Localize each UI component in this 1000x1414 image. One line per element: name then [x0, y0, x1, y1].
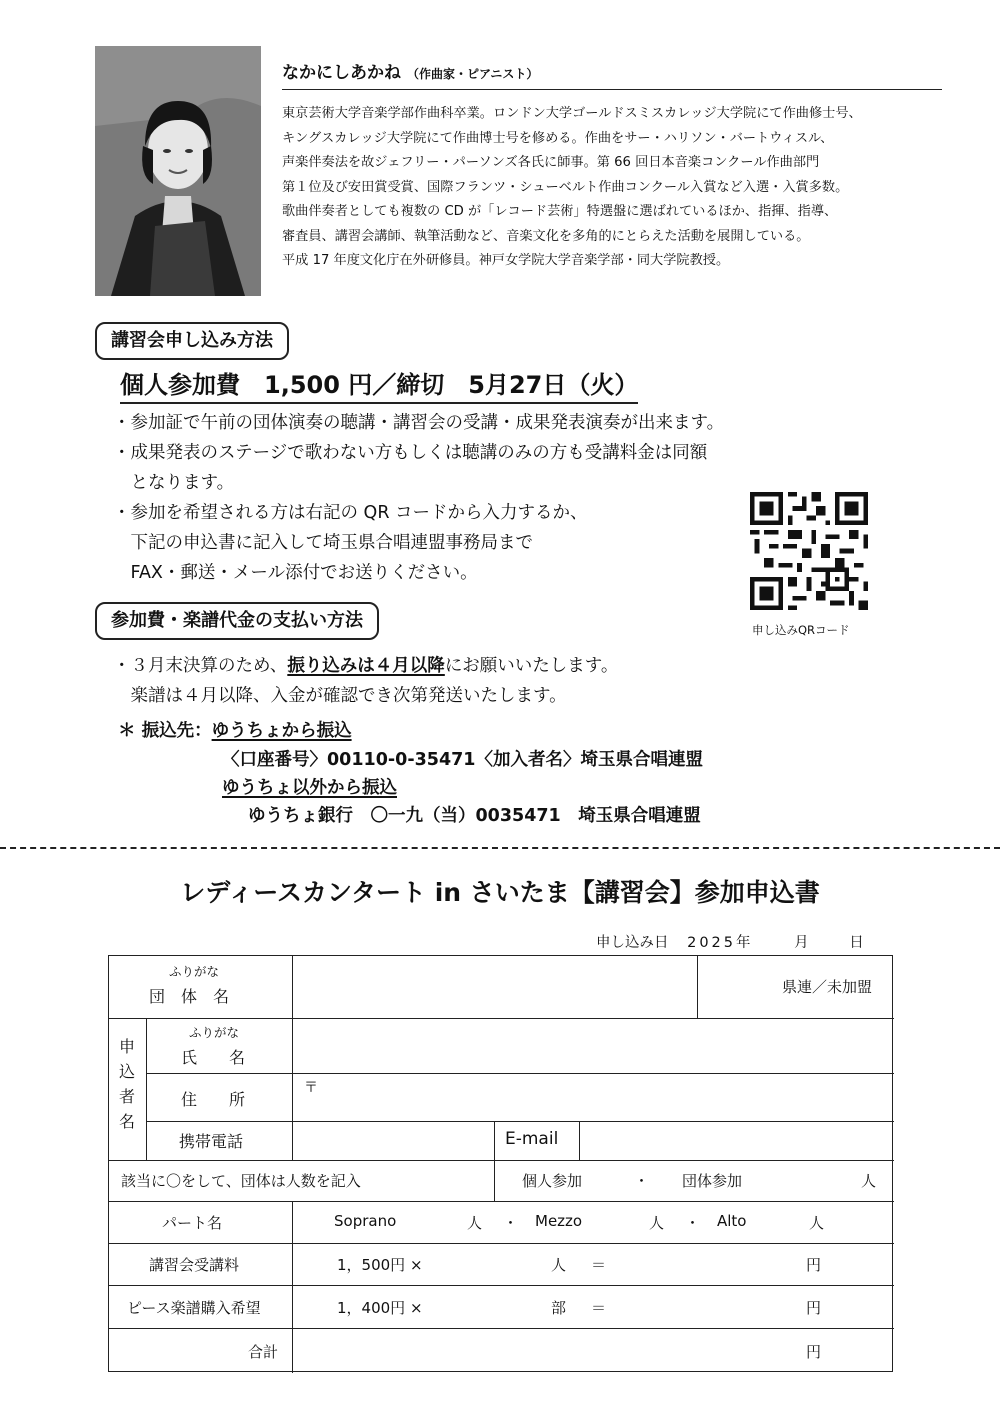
col-divider: [697, 956, 698, 1018]
apply-date-month: 月: [794, 935, 809, 951]
instruction-label: 該当に〇をして、団体は人数を記入: [121, 1172, 361, 1190]
furigana2-label: ふりがな: [189, 1025, 240, 1040]
form-title: レディースカンタート in さいたま【講習会】参加申込書: [180, 878, 820, 907]
score-yen: 円: [806, 1299, 822, 1317]
score-copies-unit: 部: [551, 1299, 567, 1317]
soprano-unit: 人: [467, 1214, 483, 1232]
apply-date: [596, 931, 864, 952]
soprano-label: Soprano: [334, 1212, 397, 1230]
col-divider: [292, 956, 293, 1018]
yucho-account: 〈口座番号〉00110-0-35471〈加入者名〉埼玉県合唱連盟: [222, 750, 703, 770]
row-divider: [109, 1328, 894, 1329]
option-separator: ・: [634, 1172, 650, 1190]
profile-role: （作曲家・ピアニスト）: [407, 67, 539, 81]
person-name-field[interactable]: [294, 1020, 892, 1072]
address-field[interactable]: [294, 1075, 892, 1120]
bullet-line: 下記の申込書に記入して埼玉県合唱連盟事務局まで: [113, 533, 533, 553]
payment-line-1-pre: ・３月末決算のため、: [113, 656, 288, 676]
lesson-price: 1，500円 ×: [337, 1256, 423, 1274]
yucho-heading: ゆうちょから振込: [211, 721, 352, 741]
bullet-line: となります。: [113, 473, 235, 493]
score-price: 1，400円 ×: [337, 1299, 423, 1317]
mezzo-label: Mezzo: [535, 1212, 583, 1230]
col-divider: [494, 1121, 495, 1160]
bio-line: 東京芸術大学音楽学部作曲科卒業。ロンドン大学ゴールドスミスカレッジ大学院にて作曲修士号、: [282, 106, 862, 121]
row-divider: [109, 1018, 894, 1019]
payment-line-1-underlined: 振り込みは４月以降: [287, 656, 445, 676]
col-divider: [292, 1201, 293, 1373]
application-bullets: [113, 408, 724, 588]
bullet-line: ・参加証で午前の団体演奏の聴講・講習会の受講・成果発表演奏が出来ます。: [113, 413, 725, 433]
col-divider: [494, 1160, 495, 1201]
email-field[interactable]: [581, 1123, 892, 1159]
profile-divider: [282, 89, 942, 90]
total-yen: 円: [806, 1343, 822, 1361]
profile-name-text: なかにしあかね: [282, 63, 401, 83]
bullet-line: FAX・郵送・メール添付でお送りください。: [113, 563, 478, 583]
row-divider: [146, 1073, 894, 1074]
apply-date-day: 日: [849, 935, 864, 951]
apply-date-label: 申し込み日: [596, 935, 669, 951]
row-divider: [146, 1121, 894, 1122]
bio-line: 審査員、講習会講師、執筆活動など、音楽文化を多角的にとらえた活動を展開している。: [282, 228, 810, 244]
payment-line-2: 楽譜は４月以降、入金が確認でき次第発送いたします。: [113, 686, 567, 706]
mobile-field[interactable]: [294, 1123, 493, 1159]
part-label: パート名: [162, 1214, 223, 1232]
bio-line: 声楽伴奏法を故ジェフリー・パーソンズ各氏に師事。第 66 回日本音楽コンクール作曲部門: [282, 155, 820, 170]
profile-photo: [95, 46, 261, 296]
payment-heading: 参加費・楽譜代金の支払い方法: [95, 602, 379, 640]
row-divider: [109, 1160, 894, 1161]
total-label: 合計: [248, 1343, 279, 1361]
cut-line: [0, 847, 1000, 849]
part-separator: ・: [503, 1214, 519, 1232]
qr-caption: 申し込みQRコード: [752, 623, 850, 637]
mobile-label: 携帯電話: [179, 1132, 244, 1151]
person-name-label: 氏 名: [181, 1048, 246, 1067]
address-label: 住 所: [181, 1090, 246, 1109]
applicant-label: [119, 1034, 139, 1134]
portrait-image: [95, 46, 261, 296]
transfer-mark: ＊ 振込先：: [118, 721, 212, 741]
other-heading: ゆうちょ以外から振込: [222, 778, 397, 798]
alto-unit: 人: [809, 1214, 825, 1232]
applicant-char: 込: [119, 1062, 136, 1081]
row-divider: [109, 1285, 894, 1286]
bullet-line: ・成果発表のステージで歌わない方もしくは聴講のみの方も受講料金は同額: [113, 443, 708, 463]
payment-line-1-post: にお願いいたします。: [444, 656, 619, 676]
row-divider: [109, 1201, 894, 1202]
bio-line: キングスカレッジ大学院にて作曲博士号を修める。作曲をサー・ハリソン・バートウィスル、: [282, 130, 834, 146]
qr-code[interactable]: [750, 492, 868, 610]
profile-name: [282, 58, 538, 83]
bio-line: 歌曲伴奏者としても複数の CD が「レコード芸術」特選盤に選ばれているほか、指揮、指導、: [282, 204, 838, 219]
score-equals: ＝: [591, 1299, 607, 1317]
row-divider: [109, 1243, 894, 1244]
payment-line-1: [113, 651, 618, 681]
applicant-char: 名: [119, 1112, 136, 1131]
lesson-yen: 円: [806, 1256, 822, 1274]
fee-deadline: 個人参加費 1,500 円／締切 5月27日（火）: [120, 368, 638, 404]
col-divider: [292, 1018, 293, 1160]
applicant-char: 者: [119, 1087, 136, 1106]
part-separator: ・: [685, 1214, 701, 1232]
group-name-label: 団 体 名: [149, 987, 230, 1006]
transfer-label: [118, 717, 352, 742]
payment-text: [113, 651, 618, 711]
bio-line: 平成 17 年度文化庁在外研修員。神戸女学院大学音楽学部・同大学院教授。: [282, 253, 730, 268]
individual-option[interactable]: 個人参加: [522, 1172, 583, 1190]
prefecture-label: 県連／未加盟: [782, 978, 873, 996]
score-label: ピース楽譜購入希望: [127, 1299, 261, 1317]
furigana-label: ふりがな: [169, 964, 220, 979]
lesson-equals: ＝: [591, 1256, 607, 1274]
col-divider: [579, 1121, 580, 1160]
application-form: [108, 955, 893, 1372]
application-heading: 講習会申し込み方法: [95, 322, 289, 360]
group-name-field[interactable]: [294, 958, 696, 1016]
persons-unit: 人: [861, 1172, 877, 1190]
profile-bio: [282, 102, 947, 274]
alto-label: Alto: [717, 1212, 747, 1230]
applicant-char: 申: [119, 1037, 136, 1056]
col-divider: [146, 1018, 147, 1160]
postal-mark: 〒: [304, 1080, 318, 1096]
group-option[interactable]: 団体参加: [682, 1172, 743, 1190]
lesson-fee-label: 講習会受講料: [149, 1256, 240, 1274]
mezzo-unit: 人: [649, 1214, 665, 1232]
other-account: ゆうちょ銀行 〇一九（当）0035471 埼玉県合唱連盟: [248, 806, 701, 826]
bio-line: 第１位及び安田賞受賞、国際フランツ・シューベルト作曲コンクール入賞など入選・入賞多数。: [282, 179, 849, 195]
lesson-persons-unit: 人: [551, 1256, 567, 1274]
email-label: E-mail: [505, 1129, 559, 1149]
apply-date-year: 2025年: [687, 935, 754, 951]
bullet-line: ・参加を希望される方は右記の QR コードから入力するか、: [113, 503, 588, 523]
